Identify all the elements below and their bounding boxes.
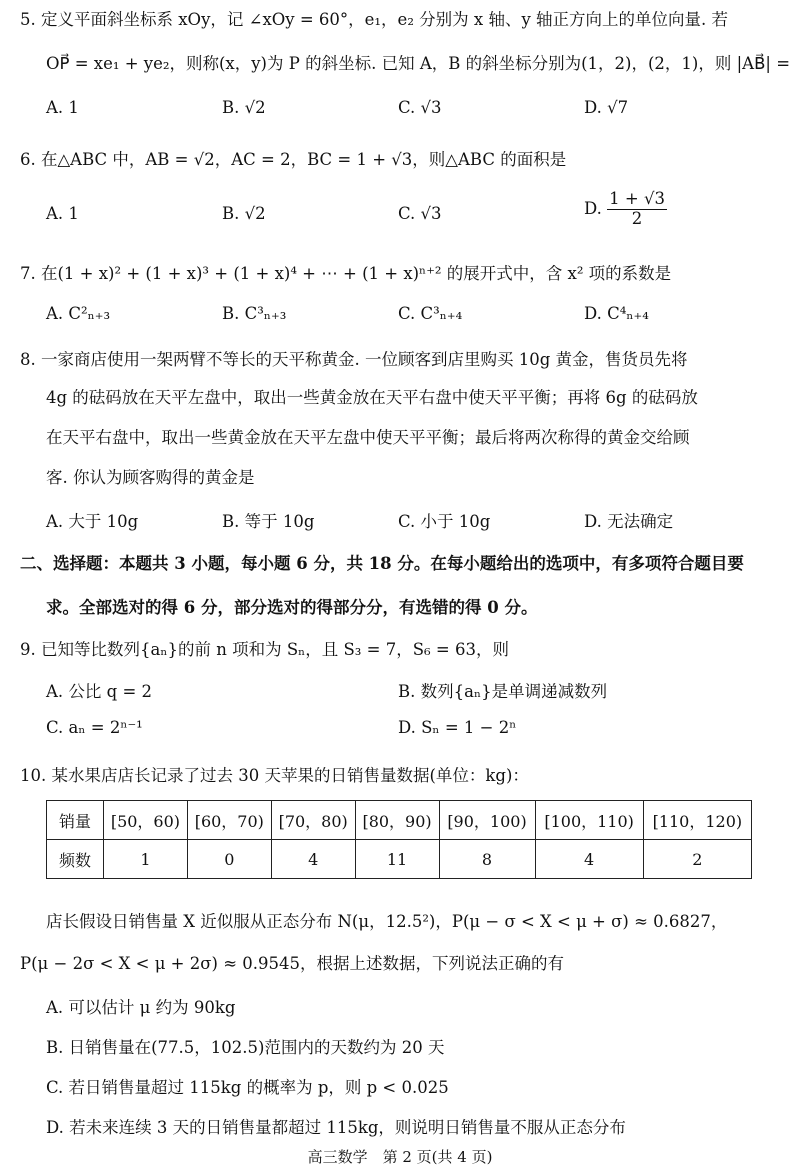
table-cell-count: 11 — [355, 840, 439, 879]
table-row-sales-range — [47, 801, 752, 840]
q9-option-d: D. Sₙ = 1 − 2ⁿ — [398, 718, 517, 737]
table-header-frequency: 频数 — [47, 840, 104, 879]
q8-stem-line3: 在天平右盘中，取出一些黄金放在天平左盘中使天平平衡；最后将两次称得的黄金交给顾 — [46, 428, 690, 447]
q10-option-a: A. 可以估计 μ 约为 90kg — [46, 998, 236, 1017]
q10-stem: 10. 某水果店店长记录了过去 30 天苹果的日销售量数据(单位：kg)： — [20, 766, 529, 785]
sales-frequency-table — [46, 800, 752, 879]
q8-option-a: A. 大于 10g — [46, 512, 139, 531]
table-cell-count: 4 — [271, 840, 355, 879]
q10-option-b: B. 日销售量在(77.5，102.5)范围内的天数约为 20 天 — [46, 1038, 445, 1057]
table-cell-count: 8 — [439, 840, 535, 879]
table-cell-count: 4 — [535, 840, 643, 879]
q9-option-c: C. aₙ = 2ⁿ⁻¹ — [46, 718, 143, 737]
q8-stem-line4: 客. 你认为顾客购得的黄金是 — [46, 468, 255, 487]
q6-stem: 6. 在△ABC 中，AB = √2，AC = 2，BC = 1 + √3，则△ABC 的面积是 — [20, 150, 567, 169]
table-cell-range: [50，60) — [104, 801, 188, 840]
q6-option-c: C. √3 — [398, 204, 442, 223]
q8-stem-line1: 8. 一家商店使用一架两臂不等长的天平称黄金. 一位顾客到店里购买 10g 黄金，售货员先将 — [20, 350, 688, 369]
table-row-frequency — [47, 840, 752, 879]
q5-option-b: B. √2 — [222, 98, 266, 117]
table-cell-range: [90，100) — [439, 801, 535, 840]
q8-option-c: C. 小于 10g — [398, 512, 491, 531]
q6-option-d-numerator: 1 + √3 — [609, 189, 665, 208]
table-cell-range: [80，90) — [355, 801, 439, 840]
table-header-sales: 销量 — [47, 801, 104, 840]
q6-option-b: B. √2 — [222, 204, 266, 223]
q6-option-a: A. 1 — [46, 204, 79, 223]
q8-option-b: B. 等于 10g — [222, 512, 315, 531]
table-cell-count: 2 — [643, 840, 751, 879]
q10-option-c: C. 若日销售量超过 115kg 的概率为 p，则 p < 0.025 — [46, 1078, 449, 1097]
q6-option-d-fraction — [607, 190, 667, 229]
q7-stem: 7. 在(1 + x)² + (1 + x)³ + (1 + x)⁴ + ⋯ + (1 + x)ⁿ⁺² 的展开式中，含 x² 项的系数是 — [20, 264, 672, 283]
q7-option-c: C. C³ₙ₊₄ — [398, 304, 463, 323]
section2-heading-line2: 求。全部选对的得 6 分，部分选对的得部分分，有选错的得 0 分。 — [46, 598, 538, 617]
q10-paragraph-line1: 店长假设日销售量 X 近似服从正态分布 N(μ，12.5²)，P(μ − σ < X < μ + σ) ≈ 0.6827， — [46, 912, 728, 931]
q7-option-a: A. C²ₙ₊₃ — [46, 304, 111, 323]
q5-stem-line1: 5. 定义平面斜坐标系 xOy，记 ∠xOy = 60°，e₁，e₂ 分别为 x 轴、y 轴正方向上的单位向量. 若 — [20, 10, 729, 29]
table-cell-range: [110，120) — [643, 801, 751, 840]
q9-stem: 9. 已知等比数列{aₙ}的前 n 项和为 Sₙ，且 S₃ = 7，S₆ = 63，则 — [20, 640, 509, 659]
q9-option-a: A. 公比 q = 2 — [46, 682, 153, 701]
q9-option-b: B. 数列{aₙ}是单调递减数列 — [398, 682, 608, 701]
table-cell-count: 0 — [187, 840, 271, 879]
q7-option-b: B. C³ₙ₊₃ — [222, 304, 287, 323]
table-cell-range: [60，70) — [187, 801, 271, 840]
q5-stem-line2: OP⃗ = xe₁ + ye₂，则称(x，y)为 P 的斜坐标. 已知 A，B 的斜坐标分别为(1，2)，(2，1)，则 |AB⃗| = — [46, 54, 791, 73]
q6-option-d-denominator: 2 — [631, 208, 643, 228]
q5-option-d: D. √7 — [584, 98, 629, 117]
q7-option-d: D. C⁴ₙ₊₄ — [584, 304, 649, 323]
q10-paragraph-line2: P(μ − 2σ < X < μ + 2σ) ≈ 0.9545，根据上述数据，下列说法正确的有 — [20, 954, 565, 973]
q6-option-d-label: D. — [584, 198, 602, 218]
q10-option-d: D. 若未来连续 3 天的日销售量都超过 115kg，则说明日销售量不服从正态分布 — [46, 1118, 626, 1137]
section2-heading-line1: 二、选择题：本题共 3 小题，每小题 6 分，共 18 分。在每小题给出的选项中，有多项符合题目要 — [20, 554, 744, 573]
q5-option-a: A. 1 — [46, 98, 79, 117]
q8-stem-line2: 4g 的砝码放在天平左盘中，取出一些黄金放在天平右盘中使天平平衡；再将 6g 的砝码放 — [46, 388, 698, 407]
table-cell-range: [100，110) — [535, 801, 643, 840]
q6-option-d — [584, 190, 667, 229]
q5-option-c: C. √3 — [398, 98, 442, 117]
table-cell-count: 1 — [104, 840, 188, 879]
page-footer: 高三数学 第 2 页(共 4 页) — [307, 1148, 493, 1166]
q8-option-d: D. 无法确定 — [584, 512, 674, 531]
table-cell-range: [70，80) — [271, 801, 355, 840]
